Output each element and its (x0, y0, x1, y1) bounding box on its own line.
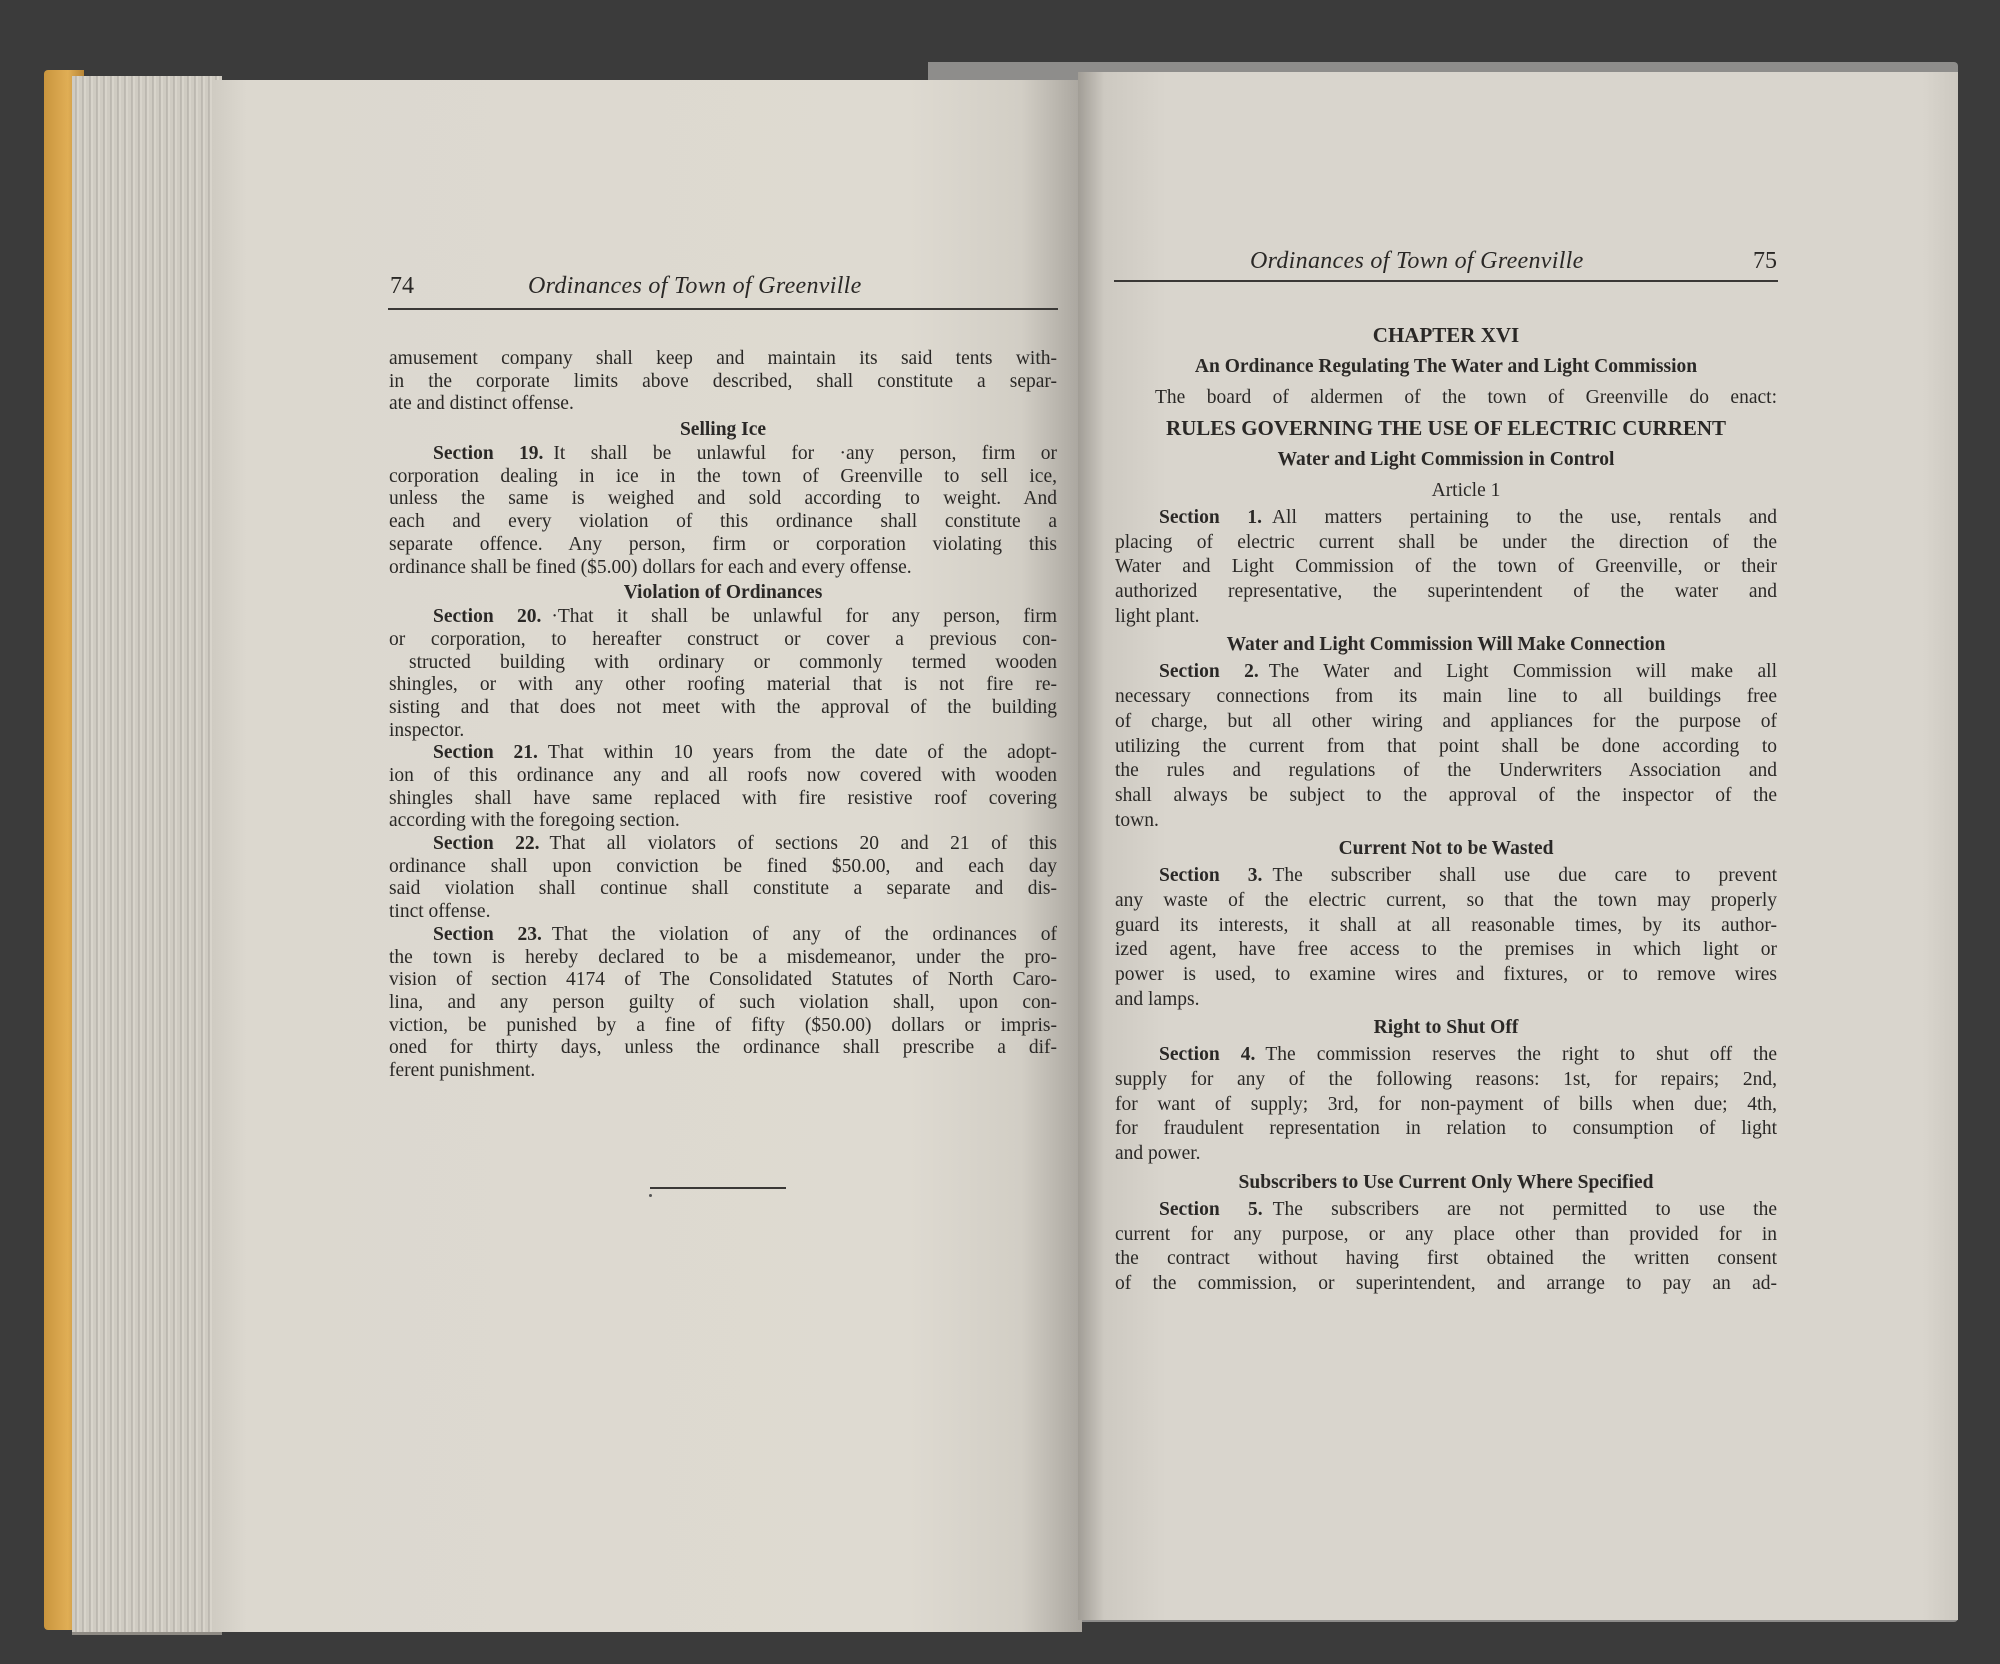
line-text: ized agent, have free access to the premises in which light or (1115, 939, 1777, 961)
text-line (389, 924, 1057, 947)
line-text: sisting and that does not meet with the approval of the building (389, 696, 1057, 718)
section-heading: Current Not to be Wasted (1338, 838, 1554, 860)
line-text: ferent punishment. (389, 1059, 536, 1081)
text-line (1115, 1043, 1777, 1068)
end-of-chapter-rule (650, 1187, 786, 1189)
text-line (389, 833, 1057, 856)
text-line (1115, 809, 1777, 834)
line-text: That within 10 years from the date of the adopt- (547, 742, 1057, 764)
text-line (1115, 784, 1777, 809)
section-heading: An Ordinance Regulating The Water and Light Commission (1194, 356, 1698, 377)
section-number: Section 4. (1159, 1044, 1256, 1066)
text-line (1115, 938, 1777, 963)
line-text: for want of supply; 3rd, for non-payment of bills when due; 4th, (1115, 1093, 1777, 1115)
right-page-body (1115, 320, 1777, 1297)
text-line (1115, 660, 1777, 685)
line-text: in the corporate limits above described, shall constitute a separ- (389, 370, 1057, 392)
text-line (389, 856, 1057, 879)
line-text: That the violation of any of the ordinances of (551, 923, 1057, 945)
section-heading: Article 1 (1431, 480, 1501, 501)
text-line (389, 765, 1057, 788)
line-text: of the commission, or superintendent, and arrange to pay an ad- (1115, 1272, 1777, 1294)
text-line (389, 1060, 1057, 1083)
section-number: Section 20. (433, 606, 542, 628)
line-text: placing of electric current shall be under the direction of the (1115, 531, 1777, 553)
text-line (389, 810, 1057, 833)
text-line (1115, 710, 1777, 735)
line-text: the contract without having first obtained the written consent (1115, 1248, 1777, 1270)
section-heading: Water and Light Commission in Control (1277, 449, 1615, 470)
line-text: town. (1115, 809, 1159, 831)
text-line (389, 674, 1057, 697)
line-text: lina, and any person guilty of such violation shall, upon con- (389, 991, 1057, 1013)
text-line (1115, 1223, 1777, 1248)
line-text: shingles, or with any other roofing material that is not fire re- (389, 674, 1057, 696)
text-line (1115, 759, 1777, 784)
line-text: unless the same is weighed and sold according to weight. And (389, 488, 1057, 510)
text-line (389, 742, 1057, 765)
section-number: Section 5. (1159, 1198, 1263, 1220)
text-line (1115, 1198, 1777, 1223)
text-line (1115, 685, 1777, 710)
text-line (389, 393, 1057, 416)
section-number: Section 2. (1159, 661, 1259, 683)
line-text: ·That it shall be unlawful for any person, firm (551, 606, 1057, 628)
line-text: supply for any of the following reasons: 1st, for repairs; 2nd, (1115, 1069, 1777, 1091)
text-line (389, 788, 1057, 811)
text-line (1115, 889, 1777, 914)
line-text: The subscriber shall use due care to prevent (1272, 865, 1777, 887)
line-text: shingles shall have same replaced with fire resistive roof covering (389, 787, 1057, 809)
line-text: light plant. (1115, 605, 1200, 627)
line-text: of charge, but all other wiring and appliances for the purpose of (1115, 710, 1777, 732)
line-text: ate and distinct offense. (389, 393, 574, 415)
line-text: amusement company shall keep and maintain its said tents with- (389, 348, 1057, 369)
text-line (389, 443, 1057, 466)
line-text: The subscribers are not permitted to use the (1272, 1198, 1777, 1220)
line-text: guard its interests, it shall at all reasonable times, by its author- (1115, 914, 1777, 936)
line-text: corporation dealing in ice in the town of Greenville to sell ice, (389, 465, 1057, 487)
section-heading: Water and Light Commission Will Make Connection (1226, 634, 1666, 656)
left-page-body (389, 348, 1057, 1083)
text-line (1115, 963, 1777, 988)
text-line (1115, 1117, 1777, 1142)
section-heading: Selling Ice (679, 419, 767, 441)
line-text: separate offence. Any person, firm or corporation violating this (389, 533, 1057, 555)
line-text: oned for thirty days, unless the ordinance shall prescribe a dif- (389, 1037, 1057, 1059)
section-heading: Right to Shut Off (1373, 1017, 1519, 1039)
section-number: Section 22. (433, 833, 540, 855)
text-line (389, 878, 1057, 901)
line-text: structed building with ordinary or commonly termed wooden (409, 651, 1057, 673)
line-text: current for any purpose, or any place other than provided for in (1115, 1223, 1777, 1245)
page-edges-stack (72, 76, 222, 1635)
text-line (389, 1037, 1057, 1060)
line-text: viction, be punished by a fine of fifty ($50.00) dollars or impris- (389, 1014, 1057, 1036)
text-line (389, 901, 1057, 924)
line-text: The commission reserves the right to shut off the (1265, 1044, 1777, 1066)
text-line (389, 348, 1057, 371)
section-number: Section 3. (1159, 865, 1263, 887)
section-number: Section 19. (433, 443, 544, 465)
text-line (1115, 531, 1777, 556)
line-text: and power. (1115, 1143, 1201, 1165)
line-text: for fraudulent representation in relation to consumption of light (1115, 1118, 1777, 1140)
line-text: and lamps. (1115, 988, 1200, 1010)
line-text: power is used, to examine wires and fixtures, or to remove wires (1115, 964, 1777, 985)
text-line (389, 720, 1057, 743)
text-line (389, 652, 1057, 675)
line-text: vision of section 4174 of The Consolidated Statutes of North Caro- (389, 969, 1057, 991)
text-line (1115, 580, 1777, 605)
line-text: or corporation, to hereafter construct or cover a previous con- (389, 628, 1057, 650)
line-text: It shall be unlawful for ·any person, firm or (553, 443, 1057, 465)
text-line (389, 947, 1057, 970)
line-text: tinct offense. (389, 901, 491, 923)
section-heading: Subscribers to Use Current Only Where Specified (1238, 1171, 1654, 1193)
text-line (1115, 988, 1777, 1013)
section-number: Section 21. (433, 742, 538, 764)
line-text: the town is hereby declared to be a misdemeanor, under the pro- (389, 946, 1057, 968)
text-line (389, 511, 1057, 534)
text-line (1115, 864, 1777, 889)
section-number: Section 1. (1159, 507, 1262, 528)
text-line (389, 969, 1057, 992)
text-line (389, 371, 1057, 394)
line-text: The Water and Light Commission will make all (1268, 661, 1777, 683)
line-text: any waste of the electric current, so that the town may properly (1115, 889, 1777, 911)
line-text: shall always be subject to the approval of the inspector of the (1115, 784, 1777, 806)
line-text: utilizing the current from that point shall be done according to (1115, 735, 1777, 757)
running-head: Ordinances of Town of Greenville (528, 273, 862, 299)
text-line (1115, 914, 1777, 939)
text-line (1115, 1093, 1777, 1118)
text-line (1115, 735, 1777, 760)
line-text: said violation shall continue shall constitute a separate and dis- (389, 878, 1057, 900)
page-number: 74 (390, 273, 414, 299)
text-line (1115, 1247, 1777, 1272)
section-number: Section 23. (433, 923, 542, 945)
text-line (1115, 605, 1777, 630)
text-line (389, 606, 1057, 629)
text-line (389, 557, 1057, 580)
text-line (389, 697, 1057, 720)
line-text: authorized representative, the superintendent of the water and (1115, 581, 1777, 603)
line-text: each and every violation of this ordinance shall constitute a (389, 511, 1057, 533)
text-line (1115, 1142, 1777, 1167)
line-text: the rules and regulations of the Underwriters Association and (1115, 760, 1777, 782)
print-speck (649, 1194, 652, 1197)
line-text: All matters pertaining to the use, rentals and (1271, 507, 1777, 528)
running-head: Ordinances of Town of Greenville (1250, 248, 1584, 274)
line-text: That all violators of sections 20 and 21 of this (549, 833, 1057, 855)
line-text: ordinance shall upon conviction be fined $50.00, and each day (389, 855, 1057, 877)
line-text: ordinance shall be fined ($5.00) dollars for each and every offense. (389, 556, 912, 578)
section-heading: RULES GOVERNING THE USE OF ELECTRIC CURRENT (1165, 416, 1727, 440)
line-text: Water and Light Commission of the town of Greenville, or their (1115, 556, 1777, 578)
section-heading: Violation of Ordinances (623, 582, 823, 604)
text-line (1115, 1272, 1777, 1297)
text-line (1115, 555, 1777, 580)
header-rule (1114, 280, 1778, 282)
text-line (1115, 1068, 1777, 1093)
text-line (389, 488, 1057, 511)
section-heading: CHAPTER XVI (1372, 323, 1520, 347)
line-text: according with the foregoing section. (389, 810, 680, 832)
page-number: 75 (1753, 248, 1777, 274)
text-line (389, 466, 1057, 489)
enacting-clause: The board of aldermen of the town of Greenville do enact: (1155, 387, 1777, 408)
text-line (1115, 506, 1777, 531)
text-line (389, 992, 1057, 1015)
header-rule (388, 308, 1058, 310)
line-text: inspector. (389, 719, 465, 741)
line-text: ion of this ordinance any and all roofs now covered with wooden (389, 765, 1057, 786)
line-text: necessary connections from its main line to all buildings free (1115, 686, 1777, 708)
text-line (389, 534, 1057, 557)
text-line (389, 629, 1057, 652)
text-line (389, 1015, 1057, 1038)
